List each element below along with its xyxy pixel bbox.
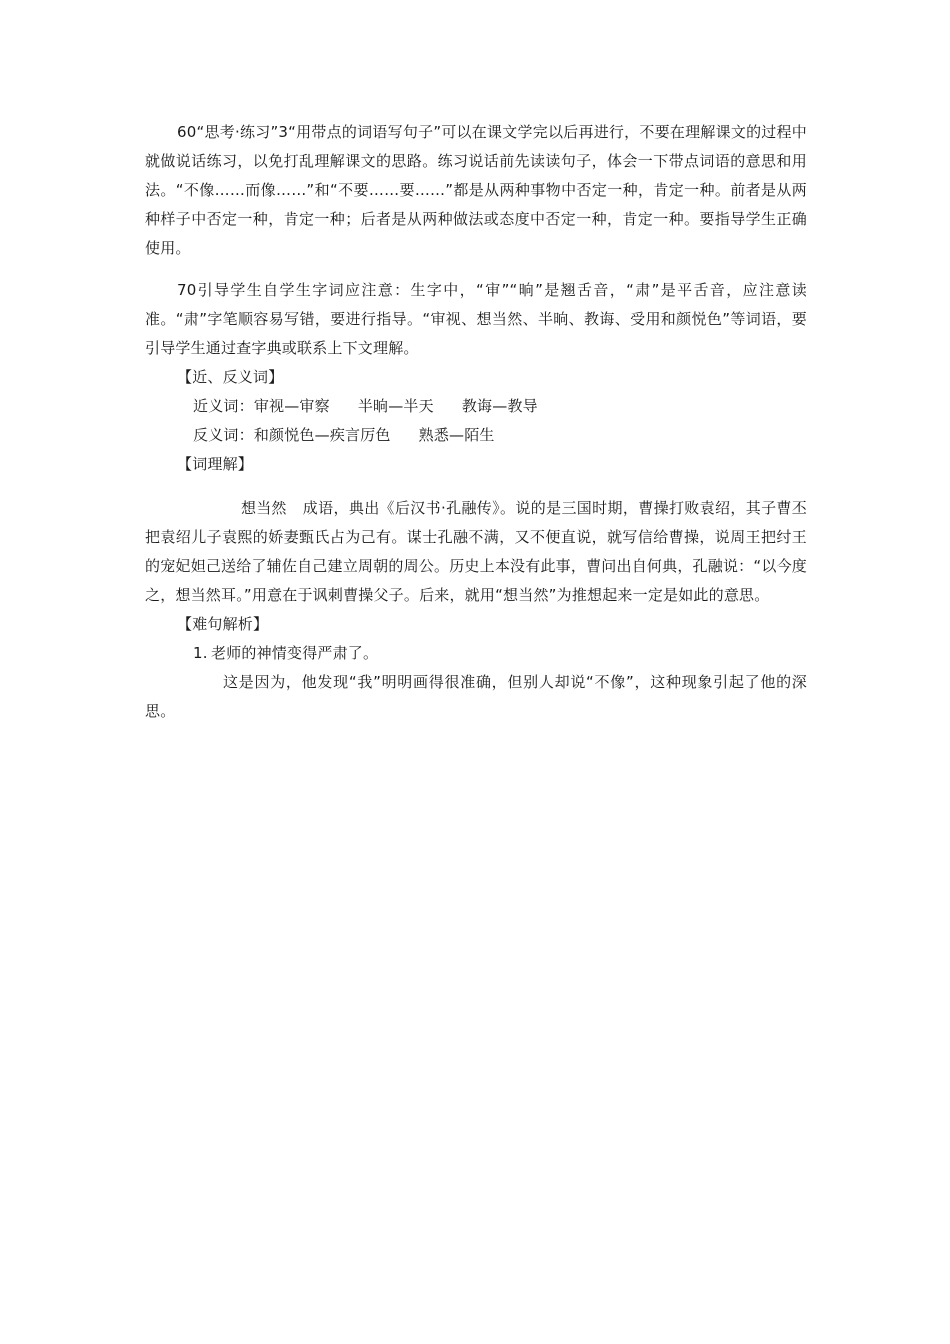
antonym-pair: 和颜悦色—疾言厉色 xyxy=(253,426,391,444)
synonyms-label: 近义词： xyxy=(193,397,254,415)
antonyms-line xyxy=(145,421,807,450)
synonym-pair: 审视—审察 xyxy=(253,397,330,415)
sentence-item xyxy=(145,639,807,668)
word-heading: 【词理解】 xyxy=(177,455,254,473)
antonyms-label: 反义词： xyxy=(193,426,254,444)
sentence-heading: 【难句解析】 xyxy=(177,615,269,633)
word-term: 想当然 xyxy=(241,499,287,517)
sentence-analysis: 这是因为，他发现“我”明明画得很准确，但别人却说“不像”，这种现象引起了他的深思。 xyxy=(145,673,807,720)
antonym-pair: 熟悉—陌生 xyxy=(418,426,495,444)
synonyms-heading: 【近、反义词】 xyxy=(177,368,284,386)
paragraph-60: 60“思考·练习”3“用带点的词语写句子”可以在课文学完以后再进行，不要在理解课文的过程中就做说话练习，以免打乱理解课文的思路。练习说话前先读读句子，体会一下带点词语的意思和用法。“不像……而像……”和“不要……要……”都是从两种事物中否定一种，肯定一种。前者是从两种样子中否定一种，肯定一种；后者是从两种做法或态度中否定一种，肯定一种。要指导学生正确使用。 xyxy=(145,123,807,257)
sentence-text: 老师的神情变得严肃了。 xyxy=(211,644,379,662)
synonyms-line xyxy=(145,392,807,421)
synonym-pair: 半晌—半天 xyxy=(357,397,434,415)
paragraph-70: 70引导学生自学生字词应注意：生字中，“审”“晌”是翘舌音，“肃”是平舌音，应注意读准。“肃”字笔顺容易写错，要进行指导。“审视、想当然、半晌、教诲、受用和颜悦色”等词语，要引导学生通过查字典或联系上下文理解。 xyxy=(145,281,807,357)
sentence-number: 1. xyxy=(193,644,208,662)
document-body xyxy=(145,118,807,726)
word-explanation xyxy=(145,494,807,610)
synonym-pair: 教诲—教导 xyxy=(461,397,538,415)
word-explanation-text: 成语，典出《后汉书·孔融传》。说的是三国时期，曹操打败袁绍，其子曹丕把袁绍儿子袁熙的娇妻甄氏占为己有。谋士孔融不满，又不便直说，就写信给曹操，说周王把纣王的宠妃妲己送给了辅佐自己建立周朝的周公。历史上本没有此事，曹问出自何典，孔融说：“以今度之，想当然耳。”用意在于讽刺曹操父子。后来，就用“想当然”为推想起来一定是如此的意思。 xyxy=(145,499,807,604)
